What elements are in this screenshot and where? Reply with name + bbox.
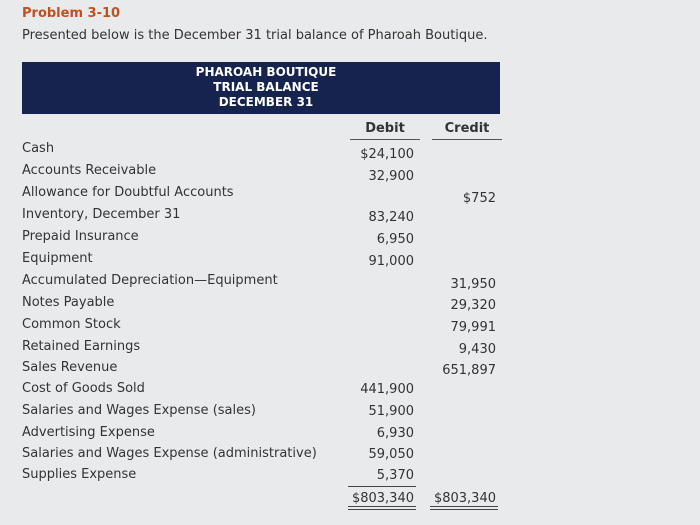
account-name: Cash — [22, 141, 55, 156]
account-row — [0, 295, 700, 317]
debit-amount: 91,000 — [368, 254, 414, 269]
credit-amount: 9,430 — [458, 342, 496, 357]
debit-amount: 51,900 — [368, 404, 414, 419]
debit-amount: 5,370 — [376, 468, 414, 483]
debit-amount: 32,900 — [368, 169, 414, 184]
account-name: Supplies Expense — [22, 467, 137, 482]
account-name: Inventory, December 31 — [22, 207, 181, 222]
credit-amount: 31,950 — [450, 277, 496, 292]
debit-amount: 6,930 — [376, 426, 414, 441]
statement-title: TRIAL BALANCE — [213, 80, 319, 94]
debit-column-header: Debit — [365, 121, 405, 136]
debit-double-rule — [348, 506, 416, 507]
account-name: Salaries and Wages Expense (sales) — [22, 403, 256, 418]
debit-amount: 59,050 — [368, 447, 414, 462]
account-row — [0, 163, 700, 185]
account-name: Prepaid Insurance — [22, 229, 139, 244]
account-row — [0, 381, 700, 403]
account-name: Sales Revenue — [22, 360, 118, 375]
account-name: Salaries and Wages Expense (administrative) — [22, 446, 317, 461]
account-name: Advertising Expense — [22, 425, 155, 440]
trial-balance-header — [22, 62, 500, 114]
account-name: Allowance for Doubtful Accounts — [22, 185, 234, 200]
credit-amount: 79,991 — [450, 320, 496, 335]
account-name: Accounts Receivable — [22, 163, 157, 178]
credit-double-rule — [430, 509, 498, 510]
problem-title: Problem 3-10 — [22, 6, 121, 21]
debit-total: $803,340 — [351, 491, 414, 506]
debit-amount: 83,240 — [368, 210, 414, 225]
account-row — [0, 207, 700, 229]
account-row — [0, 317, 700, 339]
account-row — [0, 446, 700, 468]
account-name: Cost of Goods Sold — [22, 381, 145, 396]
totals-row — [0, 489, 700, 511]
account-row — [0, 251, 700, 273]
debit-amount: 6,950 — [376, 232, 414, 247]
account-row — [0, 403, 700, 425]
problem-description: Presented below is the December 31 trial balance of Pharoah Boutique. — [22, 28, 488, 43]
account-name: Retained Earnings — [22, 339, 141, 354]
credit-amount: $752 — [462, 191, 496, 206]
account-row — [0, 273, 700, 295]
credit-total: $803,340 — [433, 491, 496, 506]
debit-double-rule — [348, 509, 416, 510]
account-row — [0, 425, 700, 447]
debit-header-rule — [350, 139, 420, 140]
account-row — [0, 360, 700, 382]
company-name: PHAROAH BOUTIQUE — [195, 65, 337, 79]
account-row — [0, 141, 700, 163]
account-name: Equipment — [22, 251, 93, 266]
credit-amount: 29,320 — [450, 298, 496, 313]
debit-total-rule — [348, 486, 416, 487]
credit-double-rule — [430, 506, 498, 507]
account-name: Common Stock — [22, 317, 121, 332]
debit-amount: 441,900 — [360, 382, 414, 397]
credit-amount: 651,897 — [442, 363, 496, 378]
account-row — [0, 185, 700, 207]
account-row — [0, 339, 700, 361]
credit-column-header: Credit — [444, 121, 490, 136]
statement-date: DECEMBER 31 — [218, 95, 314, 109]
account-name: Accumulated Depreciation—Equipment — [22, 273, 278, 288]
account-row — [0, 229, 700, 251]
debit-amount: $24,100 — [360, 147, 414, 162]
account-name: Notes Payable — [22, 295, 115, 310]
credit-header-rule — [432, 139, 502, 140]
